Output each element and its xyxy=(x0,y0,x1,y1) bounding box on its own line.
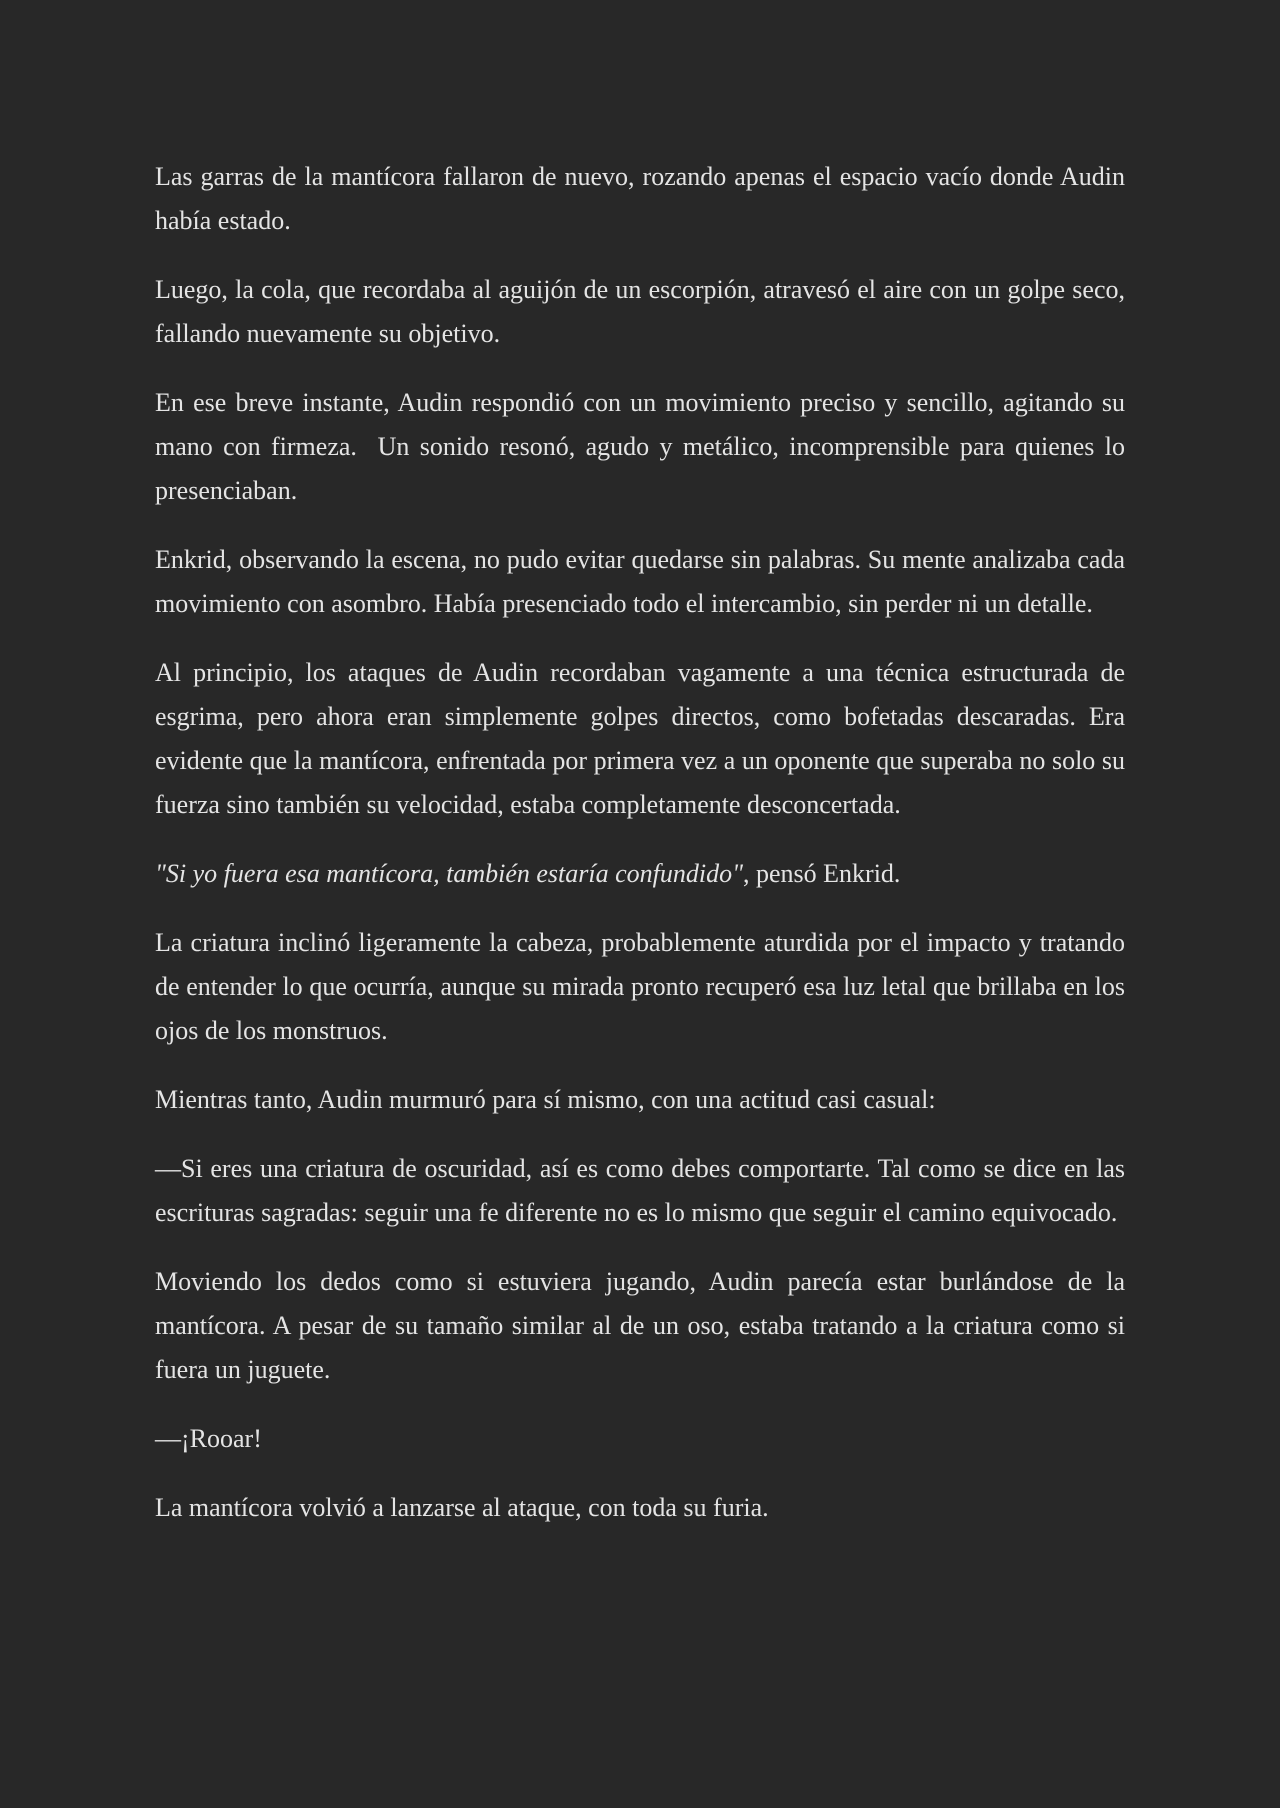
paragraph-9: —Si eres una criatura de oscuridad, así es como debes comportarte. Tal como se dice en las escrituras sagradas: seguir una fe diferente no es lo mismo que seguir el camino equivocado. xyxy=(155,1154,1132,1227)
paragraph-6-thought xyxy=(155,852,1125,896)
paragraph-2: Luego, la cola, que recordaba al aguijón de un escorpión, atravesó el aire con un golpe seco, fallando nuevamente su objetivo. xyxy=(155,275,1132,348)
thought-tail: , pensó Enkrid. xyxy=(743,859,901,888)
paragraph-4: Enkrid, observando la escena, no pudo evitar quedarse sin palabras. Su mente analizaba cada movimiento con asombro. Había presenciado todo el intercambio, sin perder ni un detalle. xyxy=(155,545,1132,618)
paragraph-11: —¡Rooar! xyxy=(155,1424,262,1453)
paragraph-5: Al principio, los ataques de Audin recordaban vagamente a una técnica estructurada de esgrima, pero ahora eran simplemente golpes directos, como bofetadas descaradas. Era evidente que la mantícora, enfrentada por primera vez a un oponente que superaba no solo su fuerza sino también su velocidad, estaba completamente desconcertada. xyxy=(155,658,1132,819)
paragraph-7: La criatura inclinó ligeramente la cabeza, probablemente aturdida por el impacto y tratando de entender lo que ocurría, aunque su mirada pronto recuperó esa luz letal que brillaba en los ojos de los monstruos. xyxy=(155,928,1132,1045)
paragraph-8: Mientras tanto, Audin murmuró para sí mismo, con una actitud casi casual: xyxy=(155,1085,936,1114)
thought-quote: "Si yo fuera esa mantícora, también estaría confundido" xyxy=(155,859,743,888)
paragraph-12: La mantícora volvió a lanzarse al ataque, con toda su furia. xyxy=(155,1493,769,1522)
paragraph-1: Las garras de la mantícora fallaron de nuevo, rozando apenas el espacio vacío donde Audin había estado. xyxy=(155,162,1132,235)
paragraph-3: En ese breve instante, Audin respondió con un movimiento preciso y sencillo, agitando su mano con firmeza. Un sonido resonó, agudo y metálico, incomprensible para quienes lo presenciaban. xyxy=(155,388,1132,505)
paragraph-10: Moviendo los dedos como si estuviera jugando, Audin parecía estar burlándose de la mantícora. A pesar de su tamaño similar al de un oso, estaba tratando a la criatura como si fuera un juguete. xyxy=(155,1267,1132,1384)
